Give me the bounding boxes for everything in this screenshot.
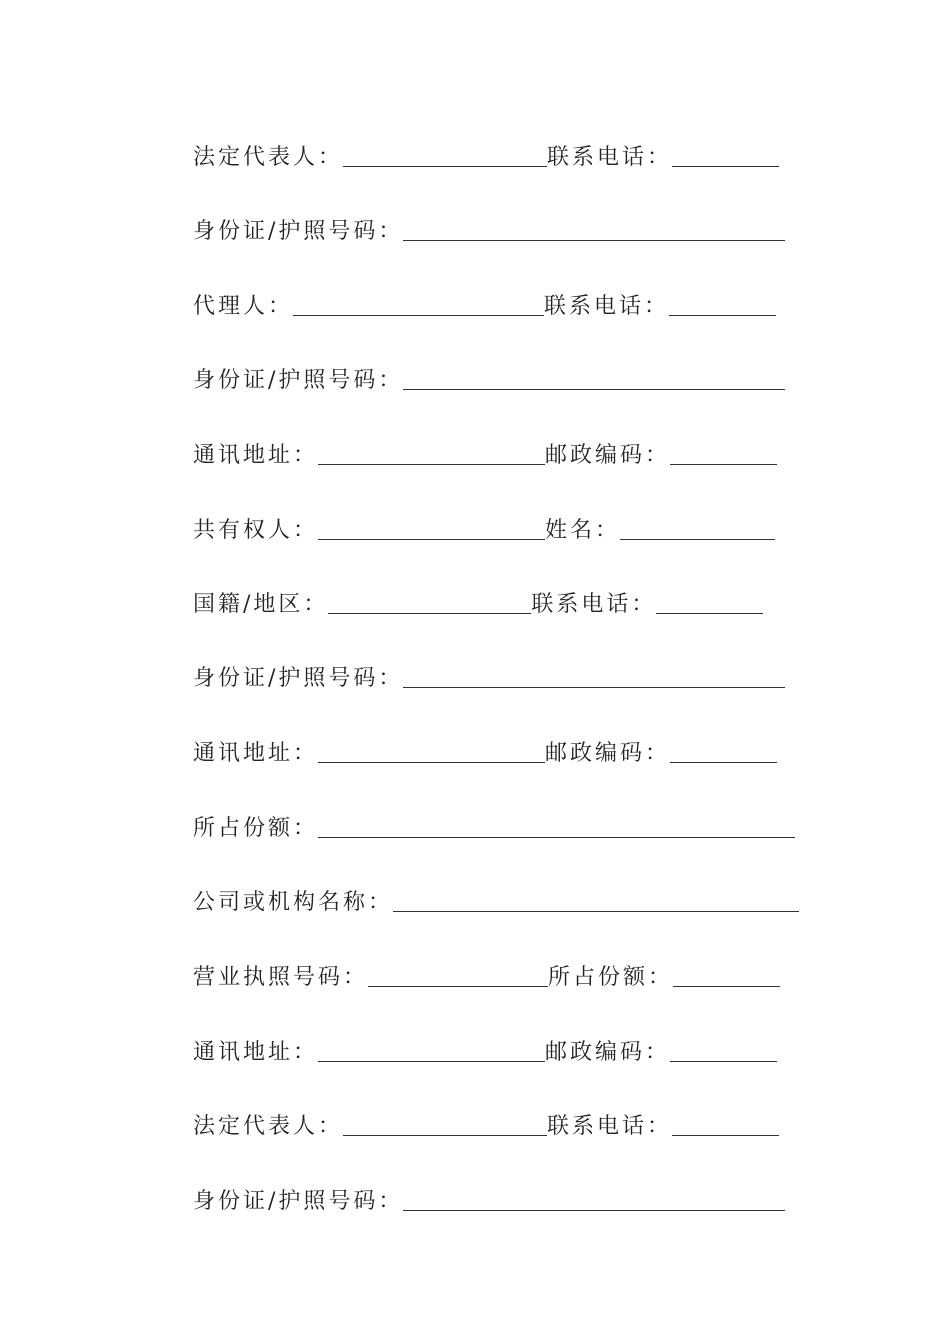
field-label: 通讯地址： bbox=[193, 1040, 319, 1065]
form-row-share bbox=[193, 806, 795, 840]
phone-blank[interactable] bbox=[672, 1134, 779, 1136]
form-row-company-name bbox=[193, 880, 799, 914]
field-label: 邮政编码： bbox=[545, 741, 671, 766]
id-number-blank[interactable] bbox=[403, 686, 785, 688]
field-label: 身份证/护照号码： bbox=[193, 1189, 404, 1214]
share-blank[interactable] bbox=[673, 985, 780, 987]
postal-code-blank[interactable] bbox=[670, 1060, 777, 1062]
id-number-blank[interactable] bbox=[403, 1209, 785, 1211]
legal-representative-blank[interactable] bbox=[343, 1134, 547, 1136]
field-label: 法定代表人： bbox=[193, 1114, 344, 1139]
form-row-address bbox=[193, 433, 777, 467]
postal-code-blank[interactable] bbox=[670, 761, 777, 763]
id-number-blank[interactable] bbox=[403, 239, 785, 241]
nationality-blank[interactable] bbox=[328, 612, 531, 614]
field-label: 所占份额： bbox=[548, 965, 674, 990]
address-blank[interactable] bbox=[318, 463, 545, 465]
field-label: 身份证/护照号码： bbox=[193, 219, 404, 244]
form-row-legal-representative bbox=[193, 135, 779, 169]
field-label: 通讯地址： bbox=[193, 443, 319, 468]
form-row-business-license bbox=[193, 955, 780, 989]
form-row-agent bbox=[193, 284, 776, 318]
field-label: 联系电话： bbox=[531, 592, 657, 617]
agent-blank[interactable] bbox=[293, 314, 544, 316]
form-row-id-number bbox=[193, 358, 785, 392]
legal-representative-blank[interactable] bbox=[343, 165, 547, 167]
field-label: 公司或机构名称： bbox=[193, 890, 394, 915]
field-label: 联系电话： bbox=[547, 145, 673, 170]
field-label: 联系电话： bbox=[547, 1114, 673, 1139]
field-label: 身份证/护照号码： bbox=[193, 666, 404, 691]
phone-blank[interactable] bbox=[669, 314, 776, 316]
form-row-id-number bbox=[193, 656, 785, 690]
field-label: 身份证/护照号码： bbox=[193, 368, 404, 393]
id-number-blank[interactable] bbox=[403, 388, 785, 390]
address-blank[interactable] bbox=[318, 1060, 545, 1062]
form-row-legal-representative bbox=[193, 1104, 779, 1138]
business-license-blank[interactable] bbox=[368, 985, 548, 987]
field-label: 共有权人： bbox=[193, 518, 319, 543]
field-label: 法定代表人： bbox=[193, 145, 344, 170]
field-label: 邮政编码： bbox=[545, 443, 671, 468]
field-label: 通讯地址： bbox=[193, 741, 319, 766]
field-label: 联系电话： bbox=[544, 294, 670, 319]
form-row-id-number bbox=[193, 209, 785, 243]
share-blank[interactable] bbox=[318, 836, 795, 838]
form-row-id-number bbox=[193, 1179, 785, 1213]
field-label: 营业执照号码： bbox=[193, 965, 369, 990]
field-label: 国籍/地区： bbox=[193, 592, 329, 617]
form-row-address bbox=[193, 1030, 777, 1064]
field-label: 邮政编码： bbox=[545, 1040, 671, 1065]
phone-blank[interactable] bbox=[656, 612, 763, 614]
form-row-nationality bbox=[193, 582, 763, 616]
field-label: 所占份额： bbox=[193, 816, 319, 841]
field-label: 姓名： bbox=[545, 518, 621, 543]
field-label: 代理人： bbox=[193, 294, 294, 319]
name-blank[interactable] bbox=[620, 538, 775, 540]
company-name-blank[interactable] bbox=[393, 910, 799, 912]
form-row-address bbox=[193, 731, 777, 765]
postal-code-blank[interactable] bbox=[670, 463, 777, 465]
co-owner-blank[interactable] bbox=[318, 538, 545, 540]
address-blank[interactable] bbox=[318, 761, 545, 763]
phone-blank[interactable] bbox=[672, 165, 779, 167]
form-row-co-owner bbox=[193, 508, 775, 542]
